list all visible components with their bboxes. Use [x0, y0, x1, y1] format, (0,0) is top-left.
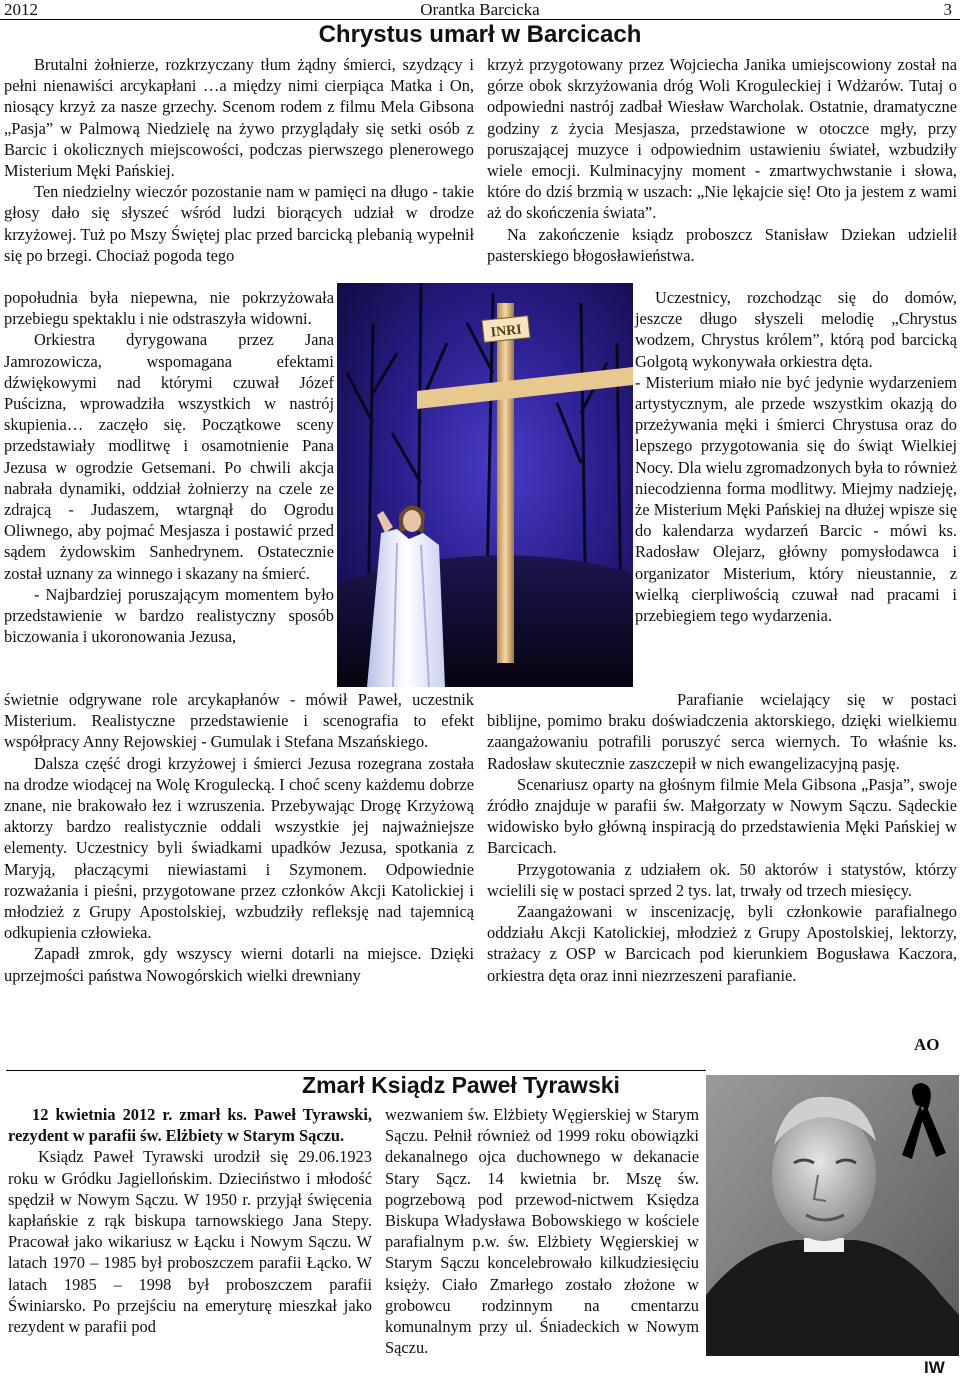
cross-photo-illustration [337, 283, 633, 687]
page-header [0, 0, 960, 20]
paragraph: Ten niedzielny wieczór pozostanie nam w pamięci na długo - takie głosy dało się słyszeć wśród ludzi biorących udział w drodze krzyżowej. Tuż po Mszy Świętej plac przed barcicką plebanią wypełnił się po brzegi. Chociaż pogoda tego [4, 182, 474, 265]
paragraph: popołudnia była niepewna, nie pokrzyżowała przebiegu spektaklu i nie odstraszyła widowni. [4, 288, 334, 329]
paragraph: - Najbardziej poruszającym momentem było przedstawienie w bardzo realistyczny sposób biczowania i ukoronowania Jezusa, [4, 584, 334, 647]
publication-name: Orantka Barcicka [420, 0, 540, 19]
article2-title: Zmarł Ksiądz Paweł Tyrawski [302, 1072, 620, 1098]
priest-portrait-photo [706, 1075, 959, 1356]
article1-col2-bottom [487, 689, 957, 986]
paragraph: Orkiestra dyrygowana przez Jana Jamrozowicza, wspomagana efektami dźwiękowymi nad którymi czuwał Józef Puścizna, wprowadziła wszystkich w nastrój skupienia… zaczęło się. Początkowe sceny przedstawiały modlitwę i osamotnienie Pana Jezusa w ogrodzie Getsemani. Po chwili akcja nabrała dynamiki, oddział żołnierzy na czele ze zdrajcą - Judaszem, wtargnął do Ogrodu Oliwnego, aby pojmać Mesjasza i postawić przed sądem żydowskim Sanhedrynem. Ostatecznie został uznany za winnego i skazany na śmierć. [4, 330, 334, 583]
paragraph: Dalsza część drogi krzyżowej i śmierci Jezusa rozegrana została na drodze wiodącej na Wolę Krogulecką. I choć sceny każdemu dobrze znane, nie brakowało łez i wzruszenia. Przebywając Drogę Krzyżową aktorzy bardzo realistycznie oddali wszystkie jej najważniejsze elementy. Uczestnicy byli świadkami upadków Jezusa, spotkania z Maryją, płaczącymi niewiastami i Szymonem. Odpowiednie rozważania i pieśni, przygotowane przez członków Akcji Katolickiej i młodzież z Grupy Apostolskiej, wzbudziły refleksję nad tajemnicą odkupienia człowieka. [4, 753, 474, 943]
paragraph: wezwaniem św. Elżbiety Węgierskiej w Starym Sączu. Pełnił również od 1999 roku obowiązki dekanalnego ojca duchownego w dekanacie Stary Sącz. 14 kwietnia br. Mszę św. pogrzebową pod przewod-nictwem Księdza Biskupa Władysława Bobowskiego w kościele parafialnym p.w. św. Elżbiety Węgierskiej w Starym Sączu koncelebrowało kilkudziesięciu księży. Ciało Zmarłego zostało złożone w grobowcu rodzinnym na cmentarzu komunalnym przy ul. Śniadeckich w Nowym Sączu. [385, 1105, 699, 1358]
paragraph: krzyż przygotowany przez Wojciecha Janika umiejscowiony został na górze obok skrzyżowania dróg Woli Kroguleckiej i Wdżarów. Tutaj o odpowiedni nastrój zadbał Wiesław Warcholak. Ostatnie, dramatyczne godziny z życia Mesjasza, przedstawione w otoczce mgły, przy poruszającej muzyce i odpowiednim ustawieniu świateł, wzbudziły wiele emocji. Kulminacyjny moment - zmartwychwstanie i słowa, które do dziś brzmią w uszach: „Nie lękajcie się! Oto ja jestem z wami aż do skończenia świata”. [487, 55, 957, 223]
paragraph: Zapadł zmrok, gdy wszyscy wierni dotarli na miejsce. Dzięki uprzejmości państwa Nowogórskich wielki drewniany [4, 944, 474, 985]
issue-year: 2012 [4, 0, 38, 19]
article1-author: AO [914, 1035, 940, 1054]
page-number: 3 [943, 0, 952, 19]
article2-author: IW [924, 1358, 945, 1377]
paragraph: Parafianie wcielający się w postaci biblijne, pomimo braku doświadczenia aktorskiego, dzięki wielkiemu zaangażowaniu potrafili poruszyć serca wiernych. To właśnie ks. Radosław skutecznie zaszczepił w nich ewangelizacyjną pasję. [487, 690, 957, 773]
article2-col2 [385, 1104, 699, 1358]
article2-col1 [8, 1104, 372, 1337]
paragraph: Na zakończenie ksiądz proboszcz Stanisław Dziekan udzielił pasterskiego błogosławieństwa. [487, 224, 957, 265]
paragraph: Zaangażowani w inscenizację, byli członkowie parafialnego oddziału Akcji Katolickiej, młodzież z Grupy Apostolskiej, lektorzy, strażacy z OSP w Barcicach pod kierunkiem Bogusława Kaczora, orkiestra dęta oraz inni niezrzeszeni parafianie. [487, 902, 957, 985]
article1-col1-top [4, 54, 474, 266]
article1-col2-top [487, 54, 957, 266]
article1-col1-bottom [4, 689, 474, 986]
article2-lead: 12 kwietnia 2012 r. zmarł ks. Paweł Tyrawski, rezydent w parafii św. Elżbiety w Starym Sączu. [8, 1105, 372, 1146]
article1-col2-narrow [635, 287, 957, 626]
misterium-cross-photo [337, 283, 633, 687]
paragraph: Ksiądz Paweł Tyrawski urodził się 29.06.1923 roku w Gródku Jagiellońskim. Dzieciństwo i młodość spędził w Nowym Sączu. W 1950 r. przyjął święcenia kapłańskie z rąk biskupa tarnowskiego Jana Stepy. Pracował jako wikariusz w Łącku i Nowym Sączu. W latach 1970 – 1985 był proboszczem parafii Łącko. W latach 1985 – 1998 był proboszczem parafii Świniarsko. Po przejściu na emeryturę mieszkał jako rezydent w parafii pod [8, 1147, 372, 1337]
article2-title-bar [6, 1070, 706, 1100]
article1-title: Chrystus umarł w Barcicach [318, 21, 642, 48]
priest-portrait-illustration [706, 1075, 959, 1356]
paragraph: Brutalni żołnierze, rozkrzyczany tłum żądny śmierci, szydzący i pełni nienawiści arcykapłani …a między nimi cierpiąca Matka i On, niosący krzyż za nasze grzechy. Scenom rodem z filmu Mela Gibsona „Pasja” w Palmową Niedzielę na żywo przyglądały się setki osób z Barcic i okolicznych miejscowości, podczas pierwszego plenerowego Misterium Męki Pańskiej. [4, 55, 474, 181]
article1-col1-narrow [4, 287, 334, 647]
paragraph: - Misterium miało nie być jedynie wydarzeniem artystycznym, ale przede wszystkim okazją do przeżywania męki i śmierci Chrystusa oraz do lepszego przygotowania się do świąt Wielkiej Nocy. Dla wielu zgromadzonych była to również niecodzienna forma modlitwy. Miejmy nadzieję, że Misterium Męki Pańskiej na dłużej wpisze się do kalendarza wydarzeń Barcic - mówi ks. Radosław Olejarz, główny pomysłodawca i organizator Misterium, który nieustannie, z wielką cierpliwością czuwał nad pracami i przebiegiem tego wydarzenia. [635, 372, 957, 626]
paragraph: Scenariusz oparty na głośnym filmie Mela Gibsona „Pasja”, swoje źródło znajduje w parafii św. Małgorzaty w Nowym Sączu. Sądeckie widowisko było główną inspiracją do przedstawienia Męki Pańskiej w Barcicach. [487, 774, 957, 858]
inri-sign-text: INRI [490, 322, 523, 341]
paragraph: Przygotowania z udziałem ok. 50 aktorów i statystów, którzy wcielili się w postaci sprzed 2 tys. lat, trwały od trzech miesięcy. [487, 859, 957, 900]
paragraph: świetnie odgrywane role arcykapłanów - mówił Paweł, uczestnik Misterium. Realistyczne przedstawienie i scenografia to efekt współpracy Anny Rejowskiej - Gumulak i Stefana Mszańskiego. [4, 690, 474, 752]
paragraph: Uczestnicy, rozchodząc się do domów, jeszcze długo słyszeli melodię „Chrystus wodzem, Chrystus królem”, którą pod barcicką Golgotą wykonywała orkiestra dęta. [635, 288, 957, 371]
